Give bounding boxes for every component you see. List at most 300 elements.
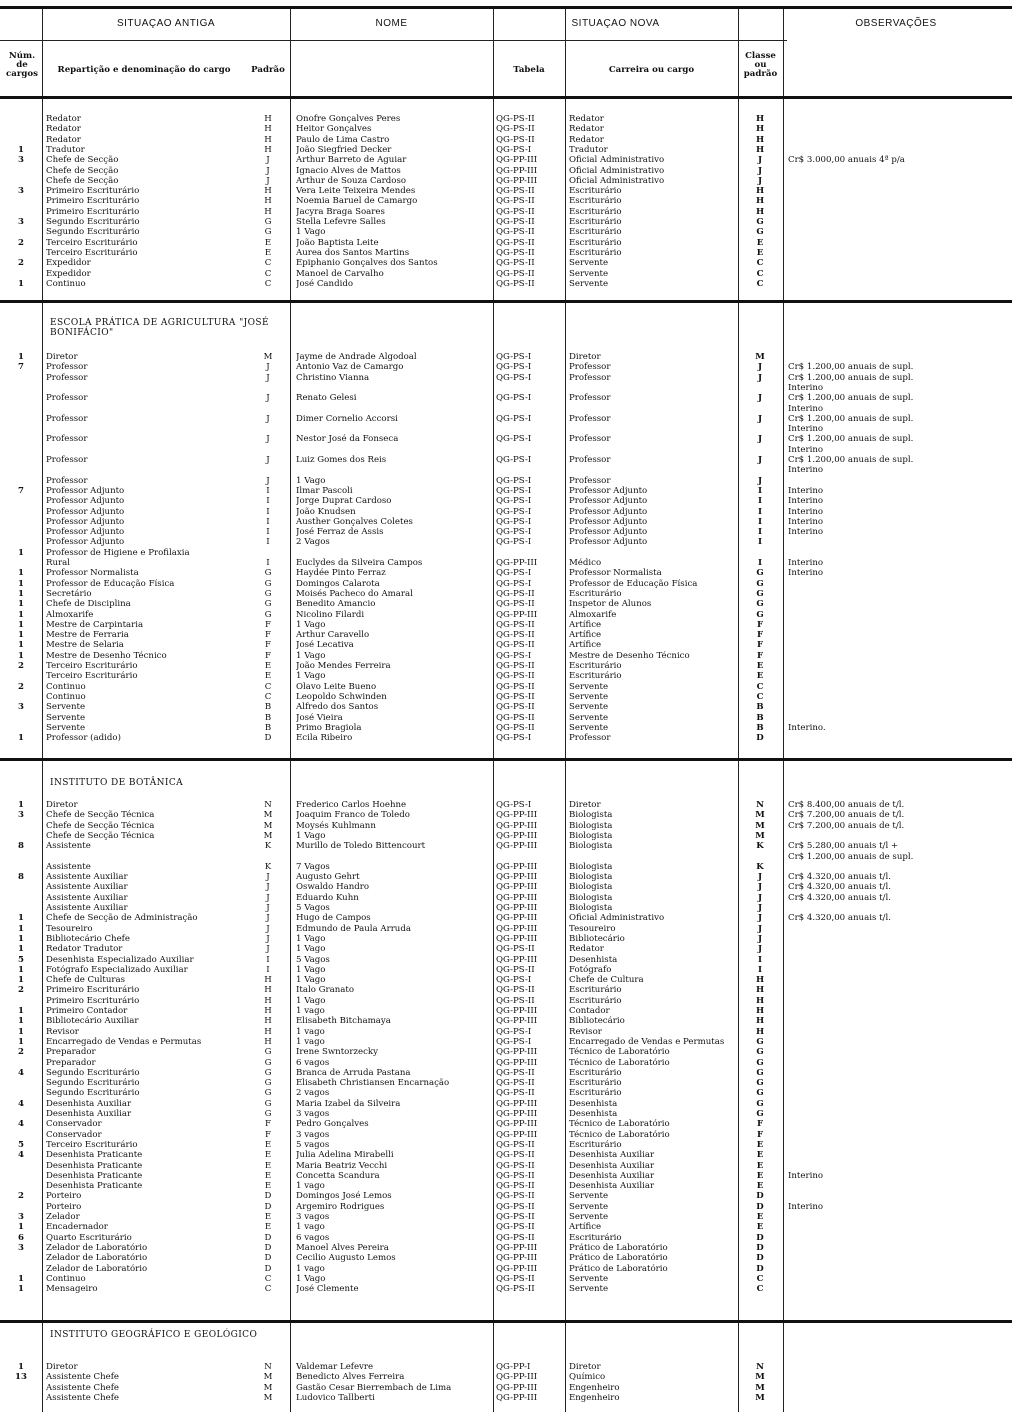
classe-cell: N xyxy=(756,800,764,810)
observacao-cell: Cr$ 1.200,00 anuais de supl. xyxy=(788,413,914,424)
num-cargos-cell: 3 xyxy=(18,186,24,197)
table-row xyxy=(0,465,1012,475)
tabela-cell: QG-PP-III xyxy=(496,830,538,841)
nome-cell: 1 vago xyxy=(296,1036,325,1047)
classe-cell: E xyxy=(756,247,764,258)
cargo-cell: Professor Adjunto xyxy=(46,527,125,538)
classe-cell: K xyxy=(756,841,764,852)
table-row xyxy=(0,965,1012,975)
section-rule xyxy=(0,300,1012,303)
carreira-cell: Técnico de Laboratório xyxy=(569,1129,670,1140)
carreira-cell: Biologista xyxy=(569,820,613,831)
cargo-cell: Segundo Escriturário xyxy=(46,1078,140,1089)
table-row xyxy=(0,196,1012,206)
tabela-cell: QG-PS-II xyxy=(496,268,535,279)
cargo-cell: Segundo Escriturário xyxy=(46,1088,140,1099)
table-row xyxy=(0,651,1012,661)
table-row xyxy=(0,1264,1012,1274)
nome-cell: Moysés Kuhlmann xyxy=(296,820,376,831)
table-row xyxy=(0,537,1012,547)
nome-cell: Primo Bragiola xyxy=(296,722,362,733)
cargo-cell: Professor de Higiene e Profilaxia xyxy=(46,547,190,558)
cargo-cell: Professor xyxy=(46,434,88,445)
num-cargos-cell: 1 xyxy=(18,975,24,986)
nome-cell: Olavo Leite Bueno xyxy=(296,681,377,692)
classe-cell: G xyxy=(756,1057,764,1068)
tabela-cell: QG-PP-III xyxy=(496,882,538,893)
carreira-cell: Biologista xyxy=(569,861,613,872)
num-cargos-cell: 5 xyxy=(18,1139,24,1150)
tabela-cell: QG-PP-III xyxy=(496,1098,538,1109)
padrao-cell: D xyxy=(264,1201,272,1212)
observacao-cell: Interino xyxy=(788,506,824,517)
nome-cell: Renato Gelesi xyxy=(296,393,357,404)
cargo-cell: Bibliotecário Auxiliar xyxy=(46,1016,139,1027)
table-row xyxy=(0,713,1012,723)
tabela-cell: QG-PS-I xyxy=(496,393,532,404)
table-row xyxy=(0,733,1012,743)
observacao-cell: Cr$ 7.200,00 anuais de t/l. xyxy=(788,810,905,821)
tabela-cell: QG-PP-III xyxy=(496,903,538,913)
num-cargos-cell: 1 xyxy=(18,588,24,599)
cargo-cell: Secretário xyxy=(46,588,92,599)
nome-cell: Haydée Pinto Ferraz xyxy=(296,568,386,579)
nome-cell: Christino Vianna xyxy=(296,372,370,383)
carreira-cell: Escriturário xyxy=(569,588,622,599)
cargo-cell: Porteiro xyxy=(46,1201,82,1212)
nome-cell: 5 Vagos xyxy=(296,954,330,965)
tabela-cell: QG-PS-II xyxy=(496,1150,535,1161)
carreira-cell: Prático de Laboratório xyxy=(569,1253,668,1264)
table-row xyxy=(0,517,1012,527)
nome-cell: Nicolino Filardi xyxy=(296,609,365,620)
nome-cell: 1 Vago xyxy=(296,995,326,1006)
num-cargos-cell: 1 xyxy=(18,1016,24,1027)
classe-cell: D xyxy=(756,1191,764,1202)
table-row xyxy=(0,1362,1012,1372)
table-row xyxy=(0,671,1012,681)
classe-cell: M xyxy=(755,1392,765,1403)
table-row xyxy=(0,424,1012,434)
cargo-cell: Desenhista Especializado Auxiliar xyxy=(46,954,194,965)
cargo-cell: Primeiro Escriturário xyxy=(46,995,140,1006)
nome-cell: Luiz Gomes dos Reis xyxy=(296,455,387,465)
padrao-cell: J xyxy=(266,872,270,883)
table-row xyxy=(0,903,1012,913)
table-row xyxy=(0,1099,1012,1109)
cargo-cell: Continuo xyxy=(46,681,86,692)
table-row xyxy=(0,1006,1012,1016)
num-cargos-cell: 3 xyxy=(18,810,24,821)
classe-cell: H xyxy=(755,196,765,207)
table-row xyxy=(0,476,1012,486)
classe-cell: I xyxy=(757,496,763,507)
observacao-cell: Cr$ 4.320,00 anuais t/l. xyxy=(788,882,891,893)
classe-cell: F xyxy=(756,640,764,651)
classe-cell: G xyxy=(756,1067,764,1078)
classe-cell: C xyxy=(756,681,764,692)
padrao-cell: D xyxy=(264,733,272,744)
table-row xyxy=(0,279,1012,289)
classe-cell: H xyxy=(755,1006,765,1016)
tabela-cell: QG-PS-II xyxy=(496,588,535,599)
carreira-cell: Escriturário xyxy=(569,206,622,217)
tabela-cell: QG-PS-II xyxy=(496,217,535,227)
cargo-cell: Primeiro Contador xyxy=(46,1006,128,1016)
cargo-cell: Servente xyxy=(46,712,86,723)
tabela-cell: QG-PS-II xyxy=(496,671,535,682)
tabela-cell: QG-PP-III xyxy=(496,1006,538,1016)
section-title: INSTITUTO DE BOTÂNICA xyxy=(50,778,184,788)
cargo-cell: Terceiro Escriturário xyxy=(46,237,138,248)
header-carreira: Carreira ou cargo xyxy=(608,65,695,75)
nome-cell: 1 vago xyxy=(296,1181,325,1192)
nome-cell: Italo Granato xyxy=(296,985,355,996)
observacao-cell: Interino. xyxy=(788,722,826,733)
table-row xyxy=(0,893,1012,903)
padrao-cell: C xyxy=(264,691,272,702)
observacao-cell: Interino xyxy=(788,558,824,568)
nome-cell: José Clemente xyxy=(296,1284,359,1295)
cargo-cell: Mestre de Ferraria xyxy=(46,630,129,641)
cargo-cell: Continuo xyxy=(46,278,86,289)
padrao-cell: E xyxy=(264,1150,272,1161)
classe-cell: F xyxy=(756,650,764,661)
num-cargos-cell: 1 xyxy=(18,547,24,558)
classe-cell: H xyxy=(755,114,765,124)
cargo-cell: Mestre de Desenho Técnico xyxy=(46,650,167,661)
carreira-cell: Professor xyxy=(569,434,611,445)
classe-cell: E xyxy=(756,1150,764,1161)
table-row xyxy=(0,176,1012,186)
nome-cell: Arthur de Souza Cardoso xyxy=(296,175,407,186)
carreira-cell: Servente xyxy=(569,722,609,733)
observacao-cell: Interino xyxy=(788,485,824,496)
table-row xyxy=(0,1202,1012,1212)
padrao-cell: D xyxy=(264,1263,272,1274)
padrao-cell: G xyxy=(264,568,272,579)
carreira-cell: Biologista xyxy=(569,830,613,841)
carreira-cell: Biologista xyxy=(569,810,613,821)
tabela-cell: QG-PS-II xyxy=(496,630,535,641)
carreira-cell: Escriturário xyxy=(569,196,622,207)
cargo-cell: Professor xyxy=(46,475,88,486)
padrao-cell: F xyxy=(265,630,271,641)
carreira-cell: Biologista xyxy=(569,872,613,883)
carreira-cell: Artífice xyxy=(569,630,602,641)
tabela-cell: QG-PP-III xyxy=(496,933,538,944)
padrao-cell: G xyxy=(264,227,272,238)
nome-cell: 1 Vago xyxy=(296,830,326,841)
table-row xyxy=(0,496,1012,506)
observacao-cell: Interino xyxy=(788,1201,824,1212)
classe-cell: H xyxy=(755,1016,765,1027)
table-row xyxy=(0,852,1012,862)
nome-cell: Epiphanio Gonçalves dos Santos xyxy=(296,258,438,269)
table-row xyxy=(0,1222,1012,1232)
padrao-cell: G xyxy=(264,599,272,610)
padrao-cell: J xyxy=(266,455,270,465)
table-row xyxy=(0,362,1012,372)
observacao-cell: Interino xyxy=(788,465,824,476)
padrao-cell: J xyxy=(266,362,270,373)
classe-cell: E xyxy=(756,1222,764,1233)
cargo-cell: Assistente Chefe xyxy=(46,1392,119,1403)
observacao-cell: Cr$ 7.200,00 anuais de t/l. xyxy=(788,820,905,831)
table-row xyxy=(0,682,1012,692)
table-row xyxy=(0,702,1012,712)
carreira-cell: Escriturário xyxy=(569,995,622,1006)
nome-cell: 3 vagos xyxy=(296,1109,330,1119)
tabela-cell: QG-PS-II xyxy=(496,1078,535,1089)
nome-cell: José Lecativa xyxy=(296,640,354,651)
observacao-cell: Cr$ 1.200,00 anuais de supl. xyxy=(788,851,914,862)
nome-cell: Concetta Scandura xyxy=(296,1170,380,1181)
classe-cell: G xyxy=(756,1047,764,1058)
padrao-cell: G xyxy=(264,1067,272,1078)
tabela-cell: QG-PS-I xyxy=(496,1036,532,1047)
carreira-cell: Artífice xyxy=(569,640,602,651)
tabela-cell: QG-PS-II xyxy=(496,196,535,207)
carreira-cell: Contador xyxy=(569,1006,610,1016)
padrao-cell: F xyxy=(265,619,271,630)
tabela-cell: QG-PP-III xyxy=(496,913,538,924)
carreira-cell: Tesoureiro xyxy=(569,923,616,934)
carreira-cell: Químico xyxy=(569,1372,606,1383)
carreira-cell: Fotógrafo xyxy=(569,964,612,975)
header-situacao-antiga: SITUAÇAO ANTIGA xyxy=(116,18,216,29)
tabela-cell: QG-PS-II xyxy=(496,619,535,630)
carreira-cell: Escriturário xyxy=(569,1078,622,1089)
nome-cell: 1 vago xyxy=(296,1026,325,1037)
nome-cell: João Mendes Ferreira xyxy=(296,661,391,671)
nome-cell: Elisabeth Christiansen Encarnação xyxy=(296,1078,450,1089)
cargo-cell: Desenhista Auxiliar xyxy=(46,1098,132,1109)
cargo-cell: Preparador xyxy=(46,1047,96,1058)
nome-cell: Maria Beatriz Vecchi xyxy=(296,1160,388,1171)
classe-cell: C xyxy=(756,258,764,269)
classe-cell: D xyxy=(756,1253,764,1264)
nome-cell: João Baptista Leite xyxy=(296,237,379,248)
classe-cell: G xyxy=(756,1078,764,1089)
cargo-cell: Continuo xyxy=(46,691,86,702)
padrao-cell: J xyxy=(266,944,270,955)
tabela-cell: QG-PS-II xyxy=(496,661,535,671)
tabela-cell: QG-PP-III xyxy=(496,861,538,872)
cargo-cell: Assistente Chefe xyxy=(46,1382,119,1393)
cargo-cell: Desenhista Praticante xyxy=(46,1150,143,1161)
nome-cell: Murillo de Toledo Bittencourt xyxy=(296,841,426,852)
nome-cell: 1 Vago xyxy=(296,933,326,944)
tabela-cell: QG-PP-III xyxy=(496,892,538,903)
padrao-cell: J xyxy=(266,475,270,486)
header-tabela: Tabela xyxy=(513,65,545,75)
classe-cell: K xyxy=(756,861,764,872)
nome-cell: José Candido xyxy=(296,278,354,289)
tabela-cell: QG-PS-I xyxy=(496,362,532,373)
classe-cell: F xyxy=(756,619,764,630)
table-row xyxy=(0,1284,1012,1294)
nome-cell: Argemiro Rodrigues xyxy=(296,1201,385,1212)
nome-cell: Manoel Alves Pereira xyxy=(296,1242,389,1253)
tabela-cell: QG-PS-II xyxy=(496,258,535,269)
padrao-cell: G xyxy=(264,1098,272,1109)
cargo-cell: Encadernador xyxy=(46,1222,108,1233)
num-cargos-cell: 4 xyxy=(18,1119,24,1130)
num-cargos-cell: 1 xyxy=(18,578,24,589)
num-cargos-cell: 1 xyxy=(18,1036,24,1047)
nome-cell: Ecila Ribeiro xyxy=(296,733,353,744)
padrao-cell: I xyxy=(266,496,270,507)
padrao-cell: J xyxy=(266,913,270,924)
table-row xyxy=(0,269,1012,279)
carreira-cell: Biologista xyxy=(569,882,613,893)
cargo-cell: Servente xyxy=(46,702,86,713)
cargo-cell: Redator xyxy=(46,134,81,145)
classe-cell: G xyxy=(756,588,764,599)
classe-cell: J xyxy=(757,933,763,944)
nome-cell: 1 Vago xyxy=(296,227,326,238)
tabela-cell: QG-PS-II xyxy=(496,712,535,723)
cargo-cell: Quarto Escriturário xyxy=(46,1232,132,1243)
classe-cell: C xyxy=(756,1284,764,1295)
classe-cell: M xyxy=(755,820,765,831)
cargo-cell: Professor Adjunto xyxy=(46,506,125,517)
table-row xyxy=(0,1047,1012,1057)
classe-cell: I xyxy=(757,964,763,975)
table-row xyxy=(0,1372,1012,1382)
table-row xyxy=(0,1212,1012,1222)
carreira-cell: Bibliotecário xyxy=(569,1016,625,1027)
tabela-cell: QG-PS-II xyxy=(496,1181,535,1192)
nome-cell: Domingos José Lemos xyxy=(296,1191,392,1202)
padrao-cell: M xyxy=(263,1372,273,1383)
cargo-cell: Servente xyxy=(46,722,86,733)
padrao-cell: B xyxy=(264,712,272,723)
carreira-cell: Revisor xyxy=(569,1026,602,1037)
table-row xyxy=(0,135,1012,145)
carreira-cell: Escriturário xyxy=(569,1088,622,1099)
cargo-cell: Terceiro Escriturário xyxy=(46,247,138,258)
tabela-cell: QG-PS-II xyxy=(496,247,535,258)
padrao-cell: F xyxy=(265,640,271,651)
observacao-cell: Cr$ 1.200,00 anuais de supl. xyxy=(788,455,914,465)
carreira-cell: Servente xyxy=(569,702,609,713)
padrao-cell: H xyxy=(264,124,272,135)
tabela-cell: QG-PP-III xyxy=(496,954,538,965)
tabela-cell: QG-PS-II xyxy=(496,1067,535,1078)
classe-cell: M xyxy=(755,1372,765,1383)
carreira-cell: Médico xyxy=(569,558,602,568)
table-row xyxy=(0,620,1012,630)
tabela-cell: QG-PP-III xyxy=(496,872,538,883)
classe-cell: H xyxy=(755,1026,765,1037)
observacao-cell: Interino xyxy=(788,516,824,527)
table-row xyxy=(0,1068,1012,1078)
cargo-cell: Terceiro Escriturário xyxy=(46,671,138,682)
classe-cell: G xyxy=(756,599,764,610)
table-row xyxy=(0,486,1012,496)
tabela-cell: QG-PP-III xyxy=(496,1057,538,1068)
classe-cell: J xyxy=(757,892,763,903)
padrao-cell: E xyxy=(264,1181,272,1192)
padrao-cell: G xyxy=(264,1109,272,1119)
nome-cell: 7 Vagos xyxy=(296,861,330,872)
classe-cell: D xyxy=(756,1232,764,1243)
tabela-cell: QG-PS-II xyxy=(496,237,535,248)
classe-cell: J xyxy=(757,475,763,486)
num-cargos-cell: 6 xyxy=(18,1232,24,1243)
tabela-cell: QG-PS-I xyxy=(496,144,532,155)
cargo-cell: Chefe de Disciplina xyxy=(46,599,131,610)
cargo-cell: Revisor xyxy=(46,1026,79,1037)
padrao-cell: I xyxy=(266,558,270,568)
observacao-cell: Interino xyxy=(788,1170,824,1181)
num-cargos-cell: 1 xyxy=(18,1222,24,1233)
tabela-cell: QG-PP-III xyxy=(496,923,538,934)
cargo-cell: Zelador de Laboratório xyxy=(46,1242,148,1253)
classe-cell: D xyxy=(756,1242,764,1253)
tabela-cell: QG-PS-II xyxy=(496,1170,535,1181)
nome-cell: João Knudsen xyxy=(296,506,356,517)
carreira-cell: Servente xyxy=(569,268,609,279)
padrao-cell: J xyxy=(266,903,270,913)
cargo-cell: Professor de Educação Física xyxy=(46,578,175,589)
carreira-cell: Encarregado de Vendas e Permutas xyxy=(569,1036,725,1047)
cargo-cell: Encarregado de Vendas e Permutas xyxy=(46,1036,202,1047)
tabela-cell: QG-PP-III xyxy=(496,1129,538,1140)
cargo-cell: Preparador xyxy=(46,1057,96,1068)
classe-cell: E xyxy=(756,1170,764,1181)
table-row xyxy=(0,186,1012,196)
padrao-cell: I xyxy=(266,516,270,527)
carreira-cell: Escriturário xyxy=(569,1067,622,1078)
table-row xyxy=(0,630,1012,640)
carreira-cell: Servente xyxy=(569,1273,609,1284)
carreira-cell: Escriturário xyxy=(569,671,622,682)
nome-cell: Benedito Amancio xyxy=(296,599,376,610)
nome-cell: Elisabeth Bitchamaya xyxy=(296,1016,391,1027)
tabela-cell: QG-PS-I xyxy=(496,455,532,465)
padrao-cell: G xyxy=(264,1088,272,1099)
table-row xyxy=(0,1150,1012,1160)
num-cargos-cell: 1 xyxy=(18,352,24,362)
carreira-cell: Servente xyxy=(569,1191,609,1202)
observacao-cell: Cr$ 4.320,00 anuais t/l. xyxy=(788,872,891,883)
padrao-cell: H xyxy=(264,975,272,986)
cargo-cell: Diretor xyxy=(46,800,78,810)
classe-cell: C xyxy=(756,268,764,279)
carreira-cell: Oficial Administrativo xyxy=(569,165,665,176)
padrao-cell: H xyxy=(264,114,272,124)
cargo-cell: Primeiro Escriturário xyxy=(46,196,140,207)
padrao-cell: E xyxy=(264,671,272,682)
tabela-cell: QG-PS-II xyxy=(496,1160,535,1171)
padrao-cell: E xyxy=(264,1170,272,1181)
classe-cell: J xyxy=(757,393,763,404)
nome-cell: 1 Vago xyxy=(296,650,326,661)
padrao-cell: D xyxy=(264,1191,272,1202)
nome-cell: Hugo de Campos xyxy=(296,913,371,924)
tabela-cell: QG-PS-I xyxy=(496,434,532,445)
tabela-cell: QG-PS-II xyxy=(496,1212,535,1222)
table-row xyxy=(0,404,1012,414)
classe-cell: D xyxy=(756,1201,764,1212)
carreira-cell: Redator xyxy=(569,134,604,145)
table-row xyxy=(0,1027,1012,1037)
nome-cell: 1 Vago xyxy=(296,975,326,986)
carreira-cell: Desenhista Auxiliar xyxy=(569,1181,655,1192)
